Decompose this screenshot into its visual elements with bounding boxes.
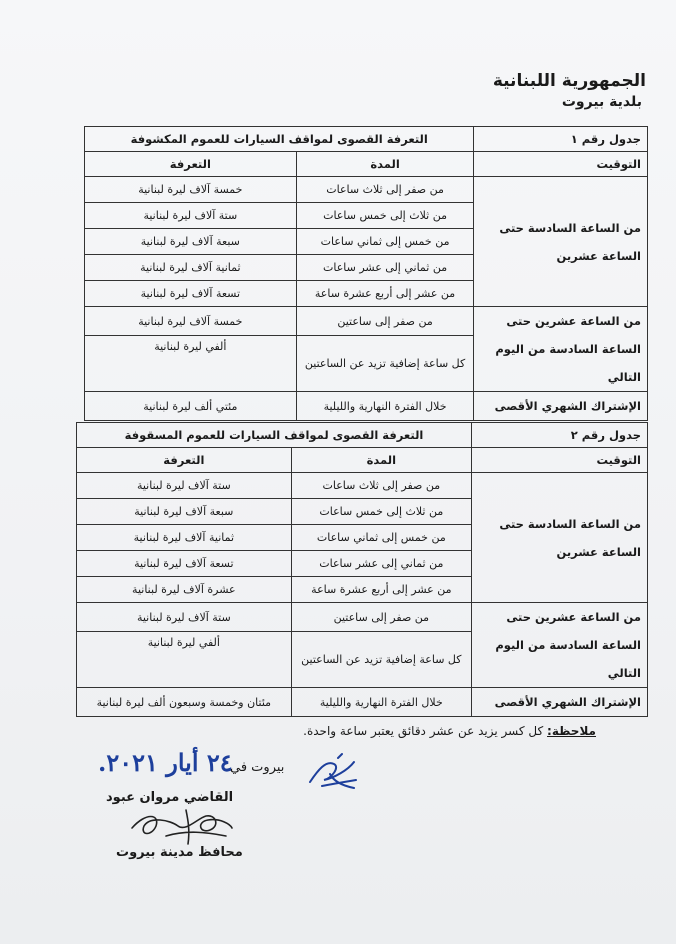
- duration-cell: من خمس إلى ثماني ساعات: [296, 229, 474, 255]
- duration-cell: من ثماني إلى عشر ساعات: [296, 255, 474, 281]
- column-header-time: التوقيت: [471, 448, 647, 473]
- signature-initials: [304, 752, 362, 794]
- subscription-label: الإشتراك الشهري الأقصى: [471, 688, 647, 717]
- column-header-fee: التعرفة: [77, 448, 292, 473]
- signatory-governor: محافظ مدينة بيروت: [116, 845, 243, 860]
- tariff-table-covered-parking: [76, 422, 648, 717]
- table-row: [77, 473, 648, 499]
- footnote: [303, 724, 596, 738]
- subscription-label: الإشتراك الشهري الأقصى: [474, 392, 648, 421]
- fee-cell: خمسة آلاف ليرة لبنانية: [85, 307, 297, 336]
- tariff-table-open-parking: [84, 126, 648, 421]
- letterhead: [493, 70, 646, 112]
- duration-cell: من ثلاث إلى خمس ساعات: [291, 499, 471, 525]
- signature-governor: [126, 800, 236, 850]
- period-night: من الساعة عشرين حتى الساعة السادسة من اليوم التالي: [474, 307, 648, 392]
- footnote-text: كل كسر يزيد عن عشر دقائق يعتبر ساعة واحدة.: [303, 724, 544, 738]
- duration-cell: من صفر إلى ساعتين: [291, 603, 471, 632]
- table-number: جدول رقم ١: [474, 127, 648, 152]
- duration-cell: من ثماني إلى عشر ساعات: [291, 551, 471, 577]
- duration-cell: من خمس إلى ثماني ساعات: [291, 525, 471, 551]
- duration-cell: كل ساعة إضافية تزيد عن الساعتين: [296, 336, 474, 392]
- duration-cell: من ثلاث إلى خمس ساعات: [296, 203, 474, 229]
- column-header-fee: التعرفة: [85, 152, 297, 177]
- place-label: بيروت في: [230, 760, 285, 775]
- fee-cell: ستة آلاف ليرة لبنانية: [77, 603, 292, 632]
- duration-cell: خلال الفترة النهارية والليلية: [291, 688, 471, 717]
- fee-cell: مئتان وخمسة وسبعون ألف ليرة لبنانية: [77, 688, 292, 717]
- duration-cell: خلال الفترة النهارية والليلية: [296, 392, 474, 421]
- duration-cell: من عشر إلى أربع عشرة ساعة: [291, 577, 471, 603]
- handwritten-date: ٢٤ أيار ٢٠٢١.: [98, 748, 233, 777]
- signatory-judge: القاضي مروان عبود: [106, 790, 234, 805]
- fee-cell: ستة آلاف ليرة لبنانية: [85, 203, 297, 229]
- fee-cell: ستة آلاف ليرة لبنانية: [77, 473, 292, 499]
- table-title: التعرفة القصوى لمواقف السيارات للعموم المسقوفة: [77, 423, 472, 448]
- fee-cell: سبعة آلاف ليرة لبنانية: [77, 499, 292, 525]
- duration-cell: من عشر إلى أربع عشرة ساعة: [296, 281, 474, 307]
- fee-cell: تسعة آلاف ليرة لبنانية: [85, 281, 297, 307]
- table-row: [85, 392, 648, 421]
- period-night: من الساعة عشرين حتى الساعة السادسة من اليوم التالي: [471, 603, 647, 688]
- footnote-label: ملاحظة:: [547, 724, 596, 738]
- column-header-time: التوقيت: [474, 152, 648, 177]
- table-row: [77, 603, 648, 632]
- column-header-duration: المدة: [296, 152, 474, 177]
- period-day: من الساعة السادسة حتى الساعة عشرين: [474, 177, 648, 307]
- fee-cell: تسعة آلاف ليرة لبنانية: [77, 551, 292, 577]
- republic-title: الجمهورية اللبنانية: [492, 71, 646, 91]
- fee-cell: ألفي ليرة لبنانية: [77, 632, 292, 688]
- fee-cell: سبعة آلاف ليرة لبنانية: [85, 229, 297, 255]
- duration-cell: من صفر إلى ساعتين: [296, 307, 474, 336]
- municipality-title: بلدية بيروت: [561, 94, 642, 110]
- table-row: [85, 177, 648, 203]
- table-title: التعرفة القصوى لمواقف السيارات للعموم المكشوفة: [85, 127, 474, 152]
- fee-cell: ألفي ليرة لبنانية: [85, 336, 297, 392]
- table-row: [77, 688, 648, 717]
- fee-cell: مئتي ألف ليرة لبنانية: [85, 392, 297, 421]
- duration-cell: من صفر إلى ثلاث ساعات: [291, 473, 471, 499]
- fee-cell: ثمانية آلاف ليرة لبنانية: [77, 525, 292, 551]
- fee-cell: خمسة آلاف ليرة لبنانية: [85, 177, 297, 203]
- fee-cell: ثمانية آلاف ليرة لبنانية: [85, 255, 297, 281]
- table-number: جدول رقم ٢: [471, 423, 647, 448]
- table-row: [85, 307, 648, 336]
- duration-cell: من صفر إلى ثلاث ساعات: [296, 177, 474, 203]
- duration-cell: كل ساعة إضافية تزيد عن الساعتين: [291, 632, 471, 688]
- column-header-duration: المدة: [291, 448, 471, 473]
- period-day: من الساعة السادسة حتى الساعة عشرين: [471, 473, 647, 603]
- fee-cell: عشرة آلاف ليرة لبنانية: [77, 577, 292, 603]
